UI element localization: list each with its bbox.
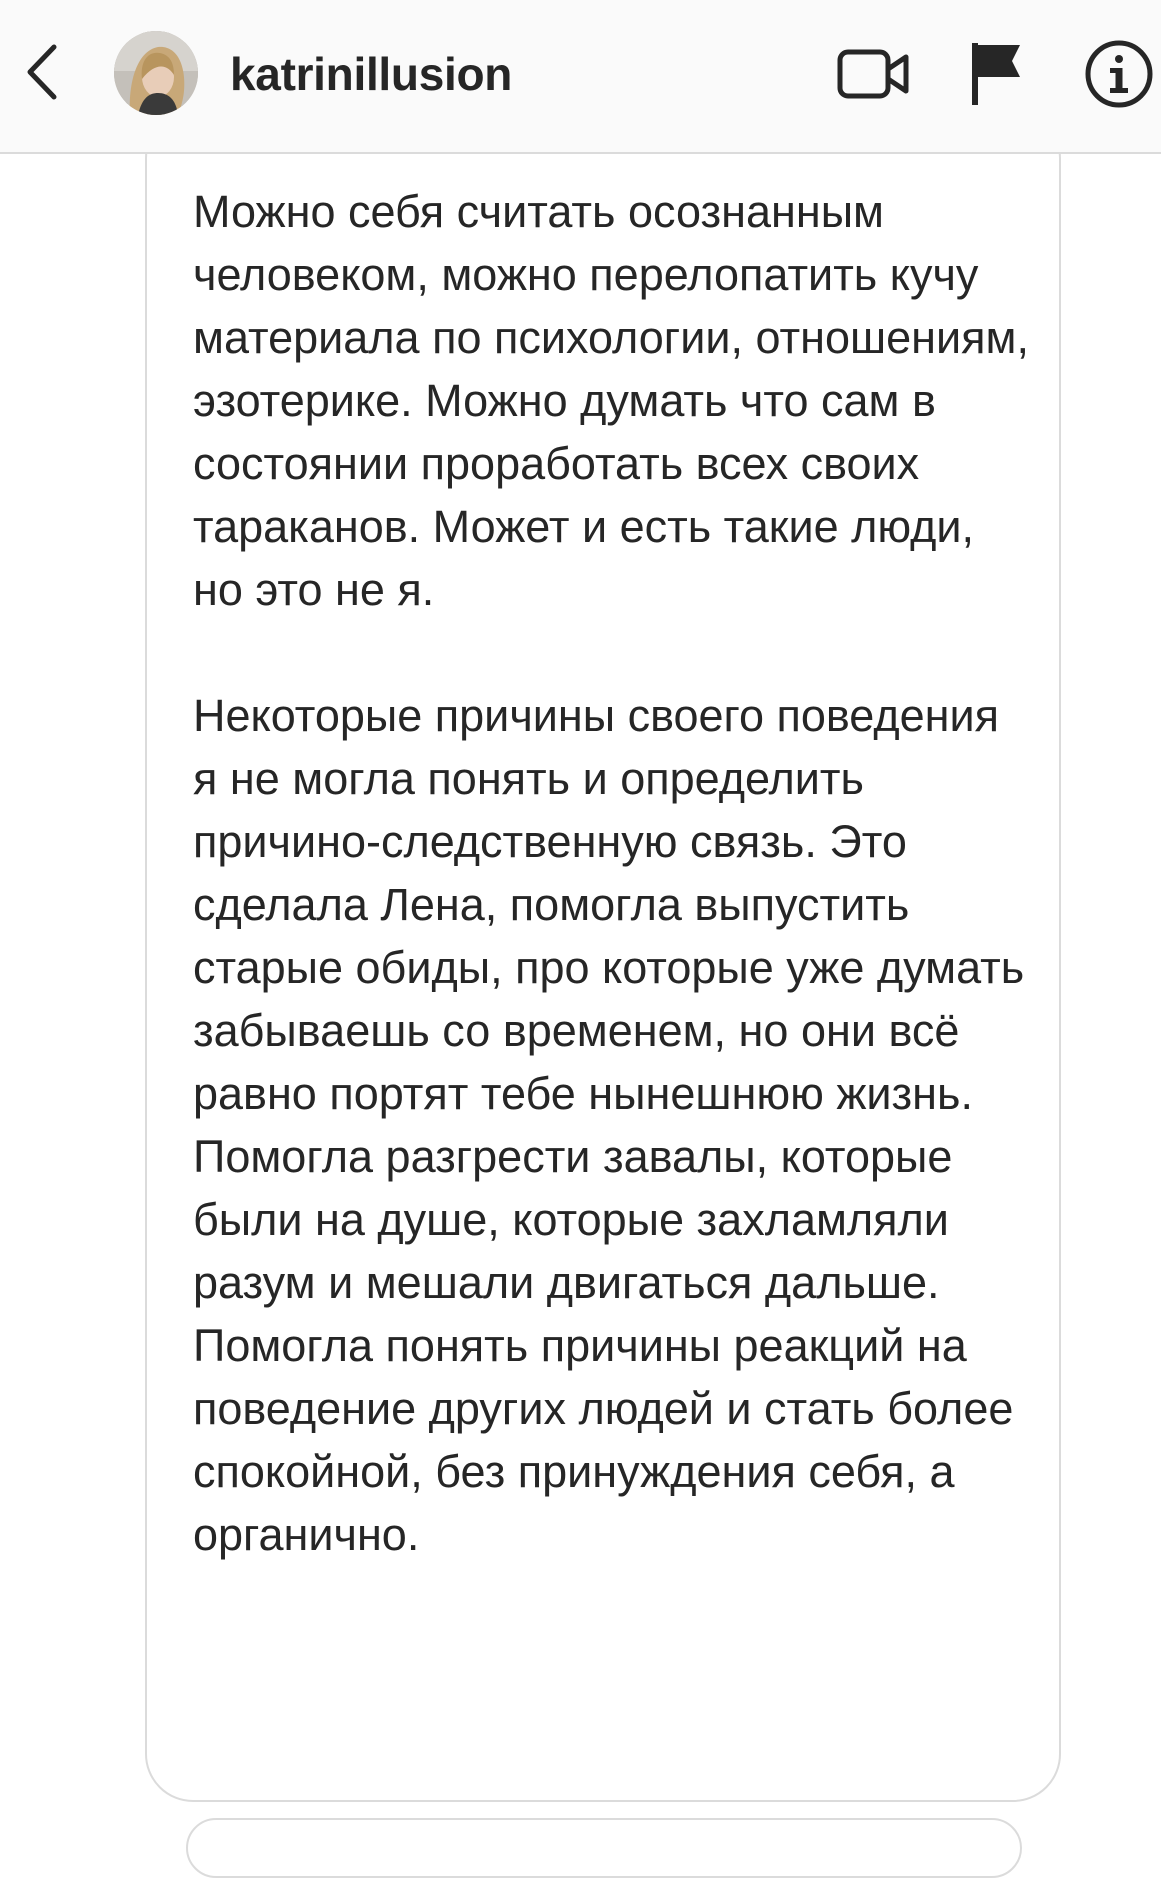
chat-header xyxy=(0,0,1161,154)
chat-username[interactable]: katrinillusion xyxy=(230,48,513,100)
message-paragraph: Некоторые причины своего поведения я не могла понять и определить причино-следственную связь. Это сделала Лена, помогла выпустить старые обиды, про которые уже думать забываешь со временем, но они всё равно портят тебе нынешнюю жизнь. Помогла разгрести завалы, которые были на душе, которые захламляли разум и мешали двигаться дальше. Помогла понять причины реакций на поведение других людей и стать более спокойной, без принуждения себя, а органично. xyxy=(193,690,1025,1560)
report-button[interactable] xyxy=(956,34,1036,114)
info-button[interactable] xyxy=(1079,34,1159,114)
user-avatar xyxy=(114,31,198,115)
video-call-button[interactable] xyxy=(834,34,914,114)
back-button[interactable] xyxy=(14,34,70,110)
info-icon xyxy=(1084,39,1154,109)
message-paragraph: Можно себя считать осознанным человеком, можно перелопатить кучу материала по психологии, отношениям, эзотерике. Можно думать что сам в состоянии проработать всех своих тараканов. Может и есть такие люди, но это не я. xyxy=(193,186,1029,615)
avatar[interactable] xyxy=(114,31,198,115)
chevron-left-icon xyxy=(22,41,62,103)
message-text xyxy=(193,180,1033,1566)
next-message-bubble xyxy=(186,1818,1022,1878)
flag-icon xyxy=(968,41,1024,107)
video-camera-icon xyxy=(837,47,911,101)
